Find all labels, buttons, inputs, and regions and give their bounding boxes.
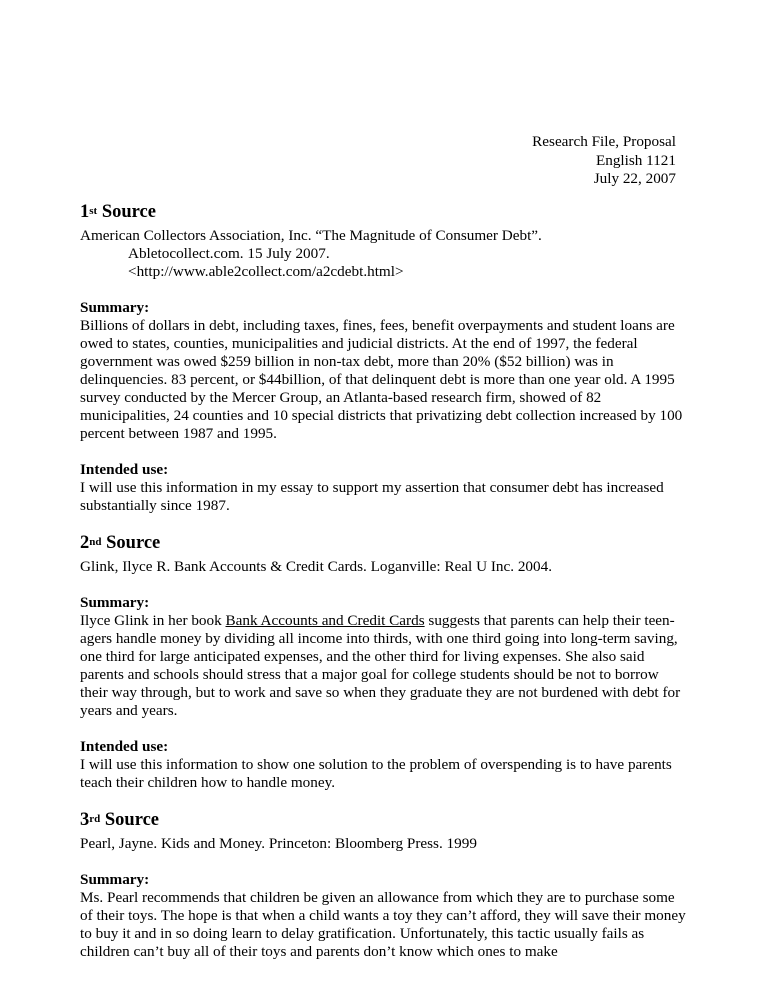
source-1	[80, 201, 690, 515]
source-2-intended-use	[80, 738, 690, 792]
citation-line: <http://www.able2collect.com/a2cdebt.html>	[128, 263, 404, 280]
source-2-summary	[80, 594, 690, 720]
source-1-heading: 1st Source	[80, 202, 156, 222]
header-title: Research File, Proposal	[532, 133, 676, 150]
source-1-citation	[80, 227, 690, 281]
citation-line: Glink, Ilyce R. Bank Accounts & Credit Cards. Loganville: Real U Inc. 2004.	[80, 558, 552, 575]
source-1-summary	[80, 299, 690, 443]
source-3-citation	[80, 835, 690, 853]
document-body	[80, 201, 690, 961]
source-1-intended-use	[80, 461, 690, 515]
source-3-heading: 3rd Source	[80, 810, 160, 830]
intended-use-label: Intended use:	[80, 461, 169, 478]
summary-text: Ilyce Glink in her book Bank Accounts and Credit Cards suggests that parents can help their teen-agers handle money by dividing all income into thirds, with one third going into long-term saving, one third for large anticipated expenses, and the other third for living expenses. She also said parents and schools should stress that a major goal for college students should be not to borrow their way through, but to work and save so when they graduate they are not burdened with debt for years and years.	[80, 612, 681, 719]
header-date: July 22, 2007	[593, 170, 676, 187]
summary-label: Summary:	[80, 594, 150, 611]
summary-label: Summary:	[80, 299, 150, 316]
summary-text: Ms. Pearl recommends that children be given an allowance from which they are to purchase some of their toys. The hope is that when a child wants a toy they can’t afford, they will save their money to buy it and in so doing learn to delay gratification. Unfortunately, this tactic usually fails as children can’t buy all of their toys and parents don’t know which ones to make	[80, 889, 686, 960]
citation-line: Pearl, Jayne. Kids and Money. Princeton: Bloomberg Press. 1999	[80, 835, 477, 852]
intended-use-label: Intended use:	[80, 738, 169, 755]
citation-line: Abletocollect.com. 15 July 2007.	[128, 245, 330, 262]
source-2-citation	[80, 558, 690, 576]
document-header	[532, 133, 676, 189]
source-2-heading: 2nd Source	[80, 533, 161, 553]
source-2	[80, 532, 690, 792]
intended-use-text: I will use this information to show one solution to the problem of overspending is to have parents teach their children how to handle money.	[80, 756, 672, 791]
summary-label: Summary:	[80, 871, 150, 888]
book-title: Bank Accounts and Credit Cards	[225, 612, 425, 629]
citation-line: American Collectors Association, Inc. “The Magnitude of Consumer Debt”.	[80, 227, 542, 244]
source-3	[80, 809, 690, 961]
intended-use-text: I will use this information in my essay to support my assertion that consumer debt has increased substantially since 1987.	[80, 479, 664, 514]
summary-text: Billions of dollars in debt, including taxes, fines, fees, benefit overpayments and student loans are owed to states, counties, municipalities and judicial districts. At the end of 1997, the federal government was owed $259 billion in non-tax debt, more than 20% ($52 billion) was in delinquencies. 83 percent, or $44billion, of that delinquent debt is more than one year old. A 1995 survey conducted by the Mercer Group, an Atlanta-based research firm, showed of 82 municipalities, 24 counties and 10 special districts that privatizing debt collection increased by 100 percent between 1987 and 1995.	[80, 317, 683, 442]
header-course: English 1121	[595, 151, 676, 169]
source-3-summary	[80, 871, 690, 961]
